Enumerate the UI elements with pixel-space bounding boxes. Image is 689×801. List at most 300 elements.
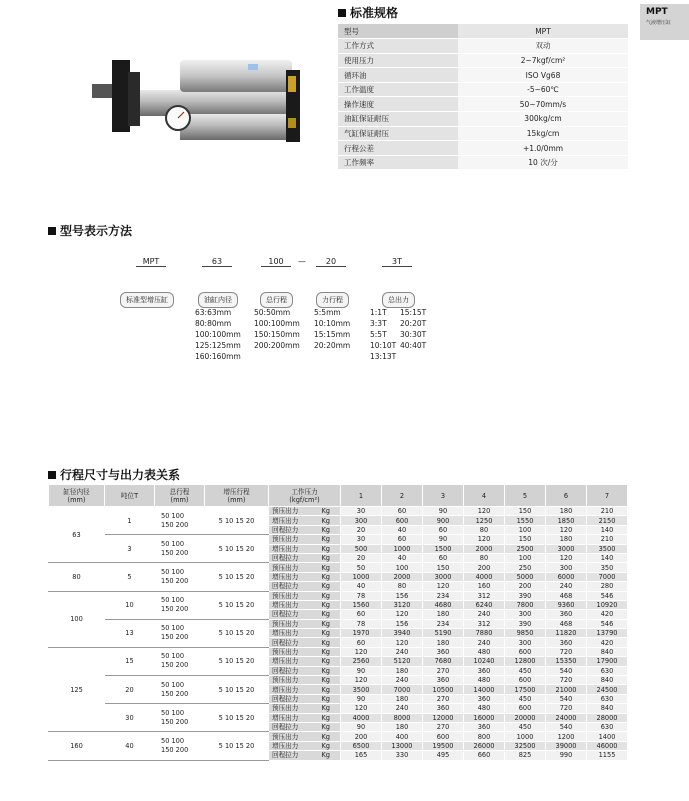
- value-cell: 840: [587, 647, 628, 656]
- perf-title: 行程尺寸与出力表关系: [48, 466, 180, 483]
- bore-cell: 63: [49, 507, 105, 563]
- value-cell: 20000: [505, 713, 546, 722]
- value-cell: 6240: [464, 600, 505, 609]
- option-item: 5:5mm: [314, 308, 341, 317]
- value-cell: 234: [423, 591, 464, 600]
- value-cell: 26000: [464, 741, 505, 750]
- unit-label: Kg: [321, 704, 330, 713]
- force-label: 回程拉力 Kg: [269, 525, 341, 534]
- spec-row: [338, 155, 628, 170]
- value-cell: 312: [464, 591, 505, 600]
- value-cell: 156: [382, 591, 423, 600]
- table-row: [49, 647, 628, 656]
- value-cell: 240: [382, 676, 423, 685]
- code-force: 3T: [382, 257, 412, 267]
- table-row: [49, 704, 628, 713]
- unit-label: Kg: [321, 629, 330, 638]
- force-label: 增压出力 Kg: [269, 657, 341, 666]
- force-label: 增压出力 Kg: [269, 713, 341, 722]
- unit-label: Kg: [321, 723, 330, 732]
- option-item: 10:10T: [370, 341, 397, 350]
- value-cell: 480: [464, 676, 505, 685]
- force-label: 预压出力 Kg: [269, 732, 341, 741]
- label-force: 总出力: [382, 292, 415, 308]
- spec-value: ISO Vg68: [458, 68, 628, 83]
- value-cell: 3500: [587, 544, 628, 553]
- spec-value: MPT: [458, 24, 628, 39]
- force-label: 增压出力 Kg: [269, 741, 341, 750]
- value-cell: 13790: [587, 629, 628, 638]
- unit-label: Kg: [321, 591, 330, 600]
- value-cell: 600: [505, 704, 546, 713]
- value-cell: 160: [464, 582, 505, 591]
- front-flange: [112, 60, 130, 132]
- spec-value: 10 次/分: [458, 155, 628, 170]
- tonnage-cell: 5: [105, 563, 155, 591]
- code-total-stroke: 100: [261, 257, 291, 267]
- value-cell: 200: [505, 582, 546, 591]
- force-label: 预压出力 Kg: [269, 676, 341, 685]
- spec-value: 50~70mm/s: [458, 97, 628, 112]
- value-cell: 80: [464, 525, 505, 534]
- value-cell: 120: [423, 582, 464, 591]
- value-cell: 240: [464, 610, 505, 619]
- force-label: 回程拉力 Kg: [269, 638, 341, 647]
- value-cell: 468: [546, 591, 587, 600]
- value-cell: 180: [423, 610, 464, 619]
- value-cell: 156: [382, 619, 423, 628]
- value-cell: 90: [423, 535, 464, 544]
- perf-table: [48, 484, 628, 761]
- value-cell: 120: [546, 525, 587, 534]
- header-col: 7: [587, 485, 628, 507]
- value-cell: 140: [587, 553, 628, 562]
- value-cell: 312: [464, 619, 505, 628]
- value-cell: 180: [546, 507, 587, 516]
- option-item: [400, 351, 434, 362]
- value-cell: 19500: [423, 741, 464, 750]
- value-cell: 20: [341, 525, 382, 534]
- value-cell: 24500: [587, 685, 628, 694]
- value-cell: 360: [423, 704, 464, 713]
- value-cell: 200: [341, 732, 382, 741]
- spec-row: [338, 24, 628, 39]
- total-stroke-cell: 50 100 150 200: [155, 704, 205, 732]
- tonnage-cell: 13: [105, 619, 155, 647]
- force-label: 回程拉力 Kg: [269, 751, 341, 760]
- value-cell: 1250: [464, 516, 505, 525]
- boost-stroke-cell: 5 10 15 20: [205, 619, 269, 647]
- value-cell: 400: [382, 732, 423, 741]
- value-cell: 495: [423, 751, 464, 760]
- value-cell: 360: [546, 610, 587, 619]
- force-label: 回程拉力 Kg: [269, 666, 341, 675]
- option-item: 30:30T: [400, 330, 427, 339]
- boost-stroke-cell: 5 10 15 20: [205, 507, 269, 535]
- bore-cell: 160: [49, 732, 105, 760]
- value-cell: 17500: [505, 685, 546, 694]
- value-cell: 210: [587, 507, 628, 516]
- value-cell: 800: [464, 732, 505, 741]
- value-cell: 990: [546, 751, 587, 760]
- value-cell: 9850: [505, 629, 546, 638]
- unit-label: Kg: [321, 732, 330, 741]
- spec-value: 15kg/cm: [458, 126, 628, 141]
- spec-key: 气缸保证耐压: [338, 126, 458, 141]
- option-item: 15:15T: [400, 308, 427, 317]
- value-cell: 60: [423, 553, 464, 562]
- value-cell: 2500: [505, 544, 546, 553]
- value-cell: 270: [423, 694, 464, 703]
- label-total-stroke: 总行程: [260, 292, 293, 308]
- tonnage-cell: 1: [105, 507, 155, 535]
- product-image: [88, 40, 328, 160]
- value-cell: 630: [587, 666, 628, 675]
- value-cell: 16000: [464, 713, 505, 722]
- value-cell: 10920: [587, 600, 628, 609]
- force-options: [370, 307, 434, 362]
- value-cell: 90: [423, 507, 464, 516]
- value-cell: 90: [341, 694, 382, 703]
- value-cell: 360: [423, 647, 464, 656]
- value-cell: 3120: [382, 600, 423, 609]
- value-cell: 390: [505, 591, 546, 600]
- value-cell: 1970: [341, 629, 382, 638]
- value-cell: 300: [505, 610, 546, 619]
- value-cell: 200: [464, 563, 505, 572]
- value-cell: 28000: [587, 713, 628, 722]
- value-cell: 140: [587, 525, 628, 534]
- value-cell: 39000: [546, 741, 587, 750]
- value-cell: 450: [505, 666, 546, 675]
- force-label: 增压出力 Kg: [269, 600, 341, 609]
- force-label: 回程拉力 Kg: [269, 582, 341, 591]
- value-cell: 120: [464, 535, 505, 544]
- unit-label: Kg: [321, 685, 330, 694]
- table-row: [49, 732, 628, 741]
- header-cell: 总行程 (mm): [155, 485, 205, 507]
- spec-row: [338, 39, 628, 54]
- header-cell: 增压行程 (mm): [205, 485, 269, 507]
- value-cell: 1550: [505, 516, 546, 525]
- spec-value: 2~7kgf/cm²: [458, 53, 628, 68]
- label-series: 标准型增压缸: [120, 292, 174, 308]
- force-label: 回程拉力 Kg: [269, 722, 341, 731]
- unit-label: Kg: [321, 516, 330, 525]
- spec-value: 300kg/cm: [458, 112, 628, 127]
- force-label: 增压出力 Kg: [269, 544, 341, 553]
- force-label: 增压出力 Kg: [269, 516, 341, 525]
- tonnage-cell: 40: [105, 732, 155, 760]
- value-cell: 60: [341, 638, 382, 647]
- value-cell: 30: [341, 535, 382, 544]
- value-cell: 12800: [505, 657, 546, 666]
- total-stroke-cell: 50 100 150 200: [155, 647, 205, 675]
- spec-key: 型号: [338, 24, 458, 39]
- value-cell: 13000: [382, 741, 423, 750]
- unit-label: Kg: [321, 572, 330, 581]
- option-item: 100:100mm: [254, 319, 300, 328]
- spec-row: [338, 97, 628, 112]
- value-cell: 540: [546, 694, 587, 703]
- option-item: 50:50mm: [254, 308, 291, 317]
- value-cell: 250: [505, 563, 546, 572]
- value-cell: 7880: [464, 629, 505, 638]
- value-cell: 46000: [587, 741, 628, 750]
- value-cell: 240: [382, 704, 423, 713]
- force-label: 预压出力 Kg: [269, 591, 341, 600]
- value-cell: 165: [341, 751, 382, 760]
- option-item: 200:200mm: [254, 341, 300, 350]
- force-label: 预压出力 Kg: [269, 704, 341, 713]
- value-cell: 180: [382, 722, 423, 731]
- value-cell: 360: [464, 694, 505, 703]
- option-item: 150:150mm: [254, 330, 300, 339]
- value-cell: 240: [382, 647, 423, 656]
- boost-stroke-cell: 5 10 15 20: [205, 563, 269, 591]
- value-cell: 360: [546, 638, 587, 647]
- option-item: 160:160mm: [195, 352, 241, 361]
- value-cell: 720: [546, 676, 587, 685]
- spec-row: [338, 53, 628, 68]
- tonnage-cell: 30: [105, 704, 155, 732]
- value-cell: 7000: [587, 572, 628, 581]
- value-cell: 40: [382, 553, 423, 562]
- force-label: 预压出力 Kg: [269, 647, 341, 656]
- value-cell: 17900: [587, 657, 628, 666]
- series-tag-code: MPT: [646, 7, 668, 17]
- header-col: 1: [341, 485, 382, 507]
- value-cell: 4000: [464, 572, 505, 581]
- label-boost-stroke: 力行程: [316, 292, 349, 308]
- spec-row: [338, 68, 628, 83]
- unit-label: Kg: [321, 610, 330, 619]
- bore-cell: 100: [49, 591, 105, 647]
- value-cell: 20: [341, 553, 382, 562]
- unit-label: Kg: [321, 695, 330, 703]
- value-cell: 5190: [423, 629, 464, 638]
- code-bore: 63: [202, 257, 232, 267]
- option-item: 3:3T: [370, 319, 387, 328]
- boost-stroke-cell: 5 10 15 20: [205, 591, 269, 619]
- value-cell: 40: [382, 525, 423, 534]
- label-bore: 油缸内径: [198, 292, 238, 308]
- value-cell: 60: [423, 525, 464, 534]
- unit-label: Kg: [321, 666, 330, 675]
- value-cell: 150: [505, 507, 546, 516]
- model-title: 型号表示方法: [48, 222, 132, 239]
- unit-label: Kg: [321, 535, 330, 544]
- value-cell: 100: [505, 553, 546, 562]
- total-stroke-cell: 50 100 150 200: [155, 676, 205, 704]
- header-cell: 缸径内径 (mm): [49, 485, 105, 507]
- value-cell: 540: [546, 666, 587, 675]
- value-cell: 120: [341, 676, 382, 685]
- spec-key: 行程公差: [338, 141, 458, 156]
- fitting: [288, 76, 296, 92]
- value-cell: 330: [382, 751, 423, 760]
- force-label: 回程拉力 Kg: [269, 610, 341, 619]
- tonnage-cell: 15: [105, 647, 155, 675]
- value-cell: 12000: [423, 713, 464, 722]
- value-cell: 180: [382, 666, 423, 675]
- value-cell: 32500: [505, 741, 546, 750]
- value-cell: 270: [423, 666, 464, 675]
- value-cell: 350: [587, 563, 628, 572]
- value-cell: 90: [341, 722, 382, 731]
- value-cell: 120: [341, 647, 382, 656]
- spec-table: [338, 24, 628, 170]
- boost-stroke-options: [314, 307, 350, 351]
- air-cylinder-lower: [180, 114, 292, 140]
- spec-key: 循环油: [338, 68, 458, 83]
- unit-label: Kg: [321, 648, 330, 657]
- bore-cell: 80: [49, 563, 105, 591]
- value-cell: 480: [464, 647, 505, 656]
- value-cell: 420: [587, 638, 628, 647]
- unit-label: Kg: [321, 741, 330, 750]
- value-cell: 825: [505, 751, 546, 760]
- option-item: 5:5T: [370, 330, 387, 339]
- value-cell: 90: [341, 666, 382, 675]
- spec-title: 标准规格: [338, 4, 398, 21]
- value-cell: 120: [382, 638, 423, 647]
- value-cell: 80: [382, 582, 423, 591]
- value-cell: 2000: [464, 544, 505, 553]
- unit-label: Kg: [321, 751, 330, 760]
- unit-label: Kg: [321, 619, 330, 628]
- unit-label: Kg: [321, 544, 330, 553]
- value-cell: 120: [382, 610, 423, 619]
- header-col: 3: [423, 485, 464, 507]
- value-cell: 5000: [505, 572, 546, 581]
- value-cell: 390: [505, 619, 546, 628]
- force-label: 预压出力 Kg: [269, 563, 341, 572]
- unit-label: Kg: [321, 563, 330, 572]
- unit-label: Kg: [321, 638, 330, 647]
- value-cell: 630: [587, 722, 628, 731]
- tonnage-cell: 20: [105, 676, 155, 704]
- option-item: 20:20mm: [314, 341, 351, 350]
- unit-label: Kg: [321, 601, 330, 610]
- value-cell: 180: [423, 638, 464, 647]
- value-cell: 600: [505, 676, 546, 685]
- unit-label: Kg: [321, 676, 330, 685]
- value-cell: 420: [587, 610, 628, 619]
- spec-key: 工作温度: [338, 82, 458, 97]
- series-tag: [640, 4, 689, 40]
- value-cell: 180: [546, 535, 587, 544]
- option-item: 13:13T: [370, 352, 397, 361]
- header-col: 6: [546, 485, 587, 507]
- value-cell: 1000: [341, 572, 382, 581]
- value-cell: 120: [464, 507, 505, 516]
- boost-stroke-cell: 5 10 15 20: [205, 676, 269, 704]
- total-stroke-cell: 50 100 150 200: [155, 619, 205, 647]
- table-row: [49, 619, 628, 628]
- table-row: [49, 591, 628, 600]
- value-cell: 450: [505, 722, 546, 731]
- value-cell: 24000: [546, 713, 587, 722]
- header-col: 4: [464, 485, 505, 507]
- value-cell: 150: [423, 563, 464, 572]
- force-label: 增压出力 Kg: [269, 685, 341, 694]
- header-cell: 工作压力 (kgf/cm²): [269, 485, 341, 507]
- value-cell: 60: [382, 535, 423, 544]
- value-cell: 600: [382, 516, 423, 525]
- value-cell: 360: [464, 722, 505, 731]
- value-cell: 6500: [341, 741, 382, 750]
- boost-stroke-cell: 5 10 15 20: [205, 732, 269, 760]
- force-label: 预压出力 Kg: [269, 619, 341, 628]
- value-cell: 2000: [382, 572, 423, 581]
- total-stroke-cell: 50 100 150 200: [155, 507, 205, 535]
- value-cell: 300: [341, 516, 382, 525]
- force-label: 预压出力 Kg: [269, 507, 341, 516]
- value-cell: 40: [341, 582, 382, 591]
- tonnage-cell: 10: [105, 591, 155, 619]
- value-cell: 600: [505, 647, 546, 656]
- value-cell: 120: [341, 704, 382, 713]
- value-cell: 300: [505, 638, 546, 647]
- code-series: MPT: [136, 257, 166, 267]
- value-cell: 50: [341, 563, 382, 572]
- value-cell: 546: [587, 591, 628, 600]
- option-item: 63:63mm: [195, 308, 232, 317]
- value-cell: 78: [341, 591, 382, 600]
- value-cell: 150: [505, 535, 546, 544]
- hydraulic-cylinder: [140, 90, 290, 116]
- value-cell: 2150: [587, 516, 628, 525]
- value-cell: 240: [464, 638, 505, 647]
- indicator: [248, 64, 258, 70]
- total-stroke-cell: 50 100 150 200: [155, 563, 205, 591]
- unit-label: Kg: [321, 657, 330, 666]
- value-cell: 80: [464, 553, 505, 562]
- value-cell: 30: [341, 507, 382, 516]
- value-cell: 600: [423, 732, 464, 741]
- value-cell: 100: [505, 525, 546, 534]
- boost-stroke-cell: 5 10 15 20: [205, 647, 269, 675]
- value-cell: 540: [546, 722, 587, 731]
- value-cell: 60: [341, 610, 382, 619]
- value-cell: 480: [464, 704, 505, 713]
- value-cell: 270: [423, 722, 464, 731]
- value-cell: 240: [546, 582, 587, 591]
- code-dash: —: [298, 257, 306, 266]
- header-col: 2: [382, 485, 423, 507]
- value-cell: 280: [587, 582, 628, 591]
- table-row: [49, 535, 628, 544]
- option-item: 100:100mm: [195, 330, 241, 339]
- spec-value: +1.0/0mm: [458, 141, 628, 156]
- value-cell: 720: [546, 647, 587, 656]
- value-cell: 7800: [505, 600, 546, 609]
- value-cell: 9360: [546, 600, 587, 609]
- unit-label: Kg: [321, 507, 330, 516]
- force-label: 回程拉力 Kg: [269, 694, 341, 703]
- value-cell: 630: [587, 694, 628, 703]
- value-cell: 3500: [341, 685, 382, 694]
- code-boost-stroke: 20: [316, 257, 346, 267]
- value-cell: 1200: [546, 732, 587, 741]
- option-item: 125:125mm: [195, 341, 241, 350]
- value-cell: 3000: [546, 544, 587, 553]
- value-cell: 120: [546, 553, 587, 562]
- value-cell: 1850: [546, 516, 587, 525]
- value-cell: 11820: [546, 629, 587, 638]
- spec-key: 使用压力: [338, 53, 458, 68]
